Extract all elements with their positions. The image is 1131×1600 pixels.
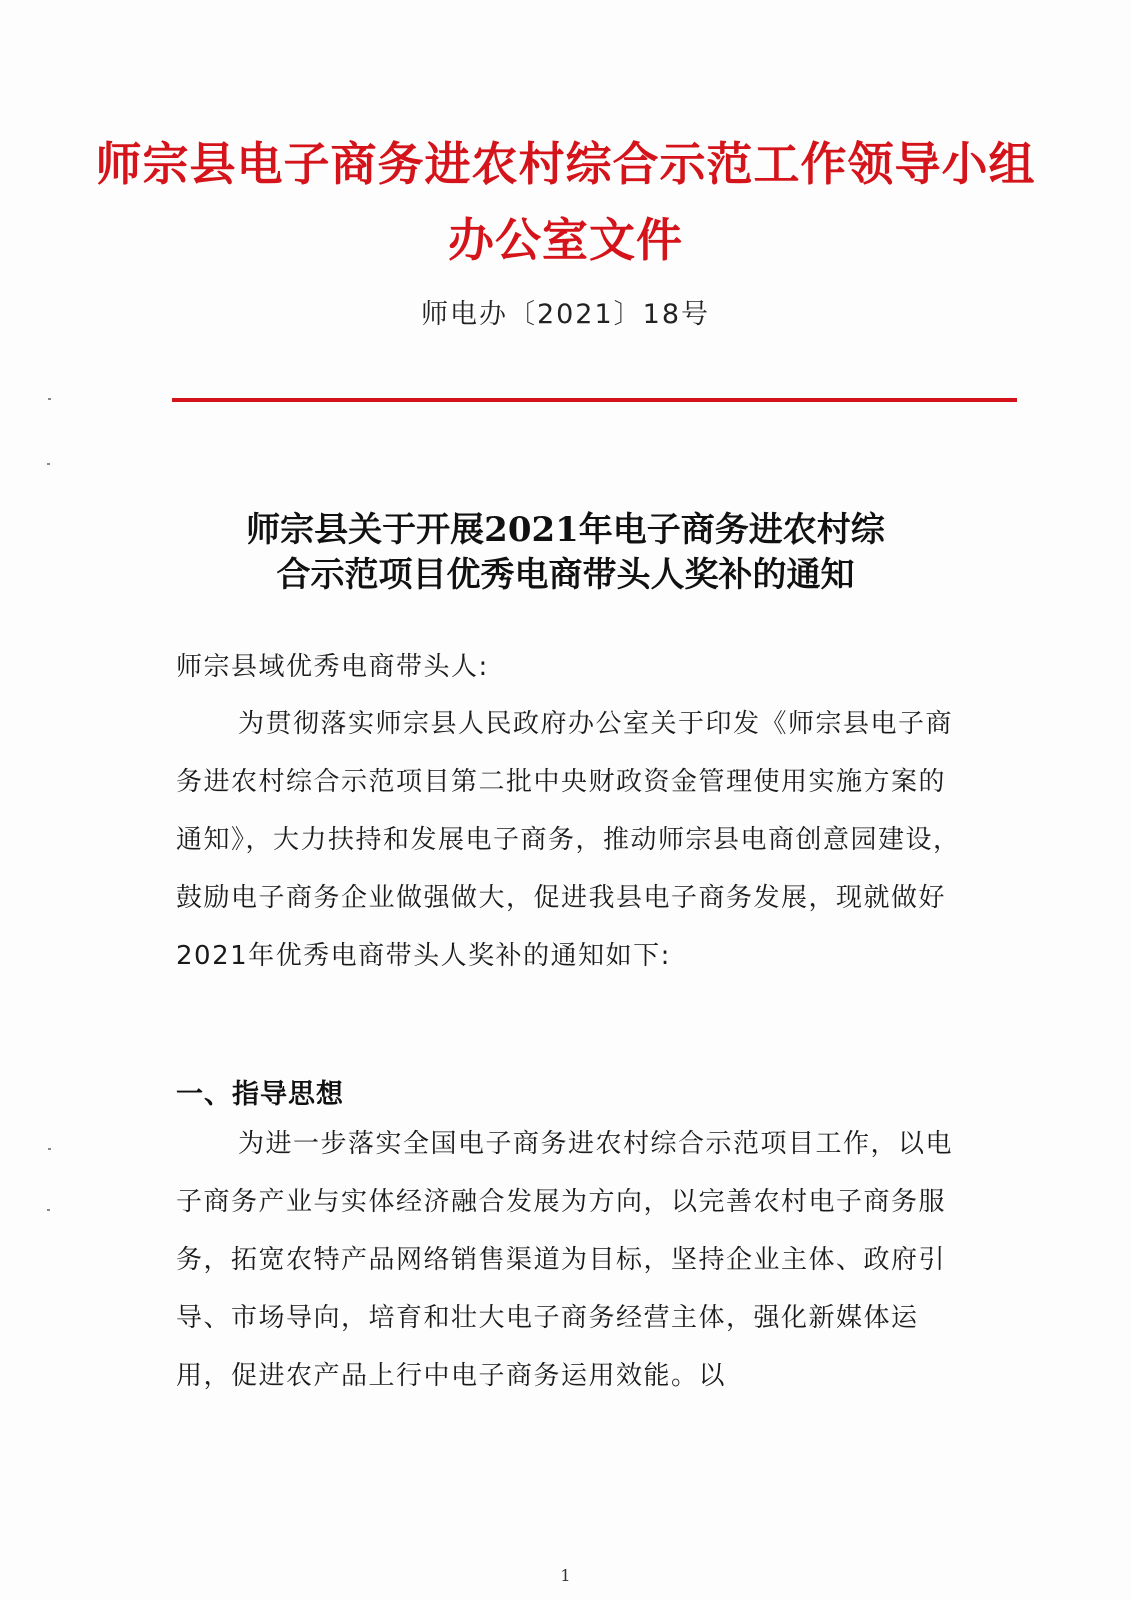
scan-speck	[47, 463, 50, 465]
scan-speck	[47, 1209, 50, 1211]
page-number: 1	[560, 1566, 571, 1585]
scan-speck	[48, 398, 51, 400]
document-number: 师电办〔2021〕18号	[420, 299, 711, 330]
scan-speck	[48, 1148, 51, 1150]
red-header-divider	[172, 398, 1017, 402]
notice-title-line1: 师宗县关于开展2021年电子商务进农村综	[246, 510, 885, 550]
issuing-organization-title: 师宗县电子商务进农村综合示范工作领导小组	[95, 137, 1036, 191]
section-heading-guiding-ideology: 一、指导思想	[176, 1079, 344, 1110]
notice-title-line2: 合示范项目优秀电商带头人奖补的通知	[276, 555, 855, 595]
document-type-title: 办公室文件	[448, 213, 683, 267]
paragraph-guiding-ideology: 为进一步落实全国电子商务进农村综合示范项目工作，以电子商务产业与实体经济融合发展为方向，以完善农村电子商务服务，拓宽农特产品网络销售渠道为目标，坚持企业主体、政府引导、市场导向，培育和壮大电子商务经营主体，强化新媒体运用，促进农产品上行中电子商务运用效能。以	[176, 1129, 954, 1391]
paragraph-intro: 为贯彻落实师宗县人民政府办公室关于印发《师宗县电子商务进农村综合示范项目第二批中央财政资金管理使用实施方案的通知》，大力扶持和发展电子商务，推动师宗县电商创意园建设，鼓励电子商务企业做强做大，促进我县电子商务发展，现就做好2021年优秀电商带头人奖补的通知如下:	[176, 709, 961, 971]
salutation: 师宗县域优秀电商带头人:	[176, 652, 489, 682]
